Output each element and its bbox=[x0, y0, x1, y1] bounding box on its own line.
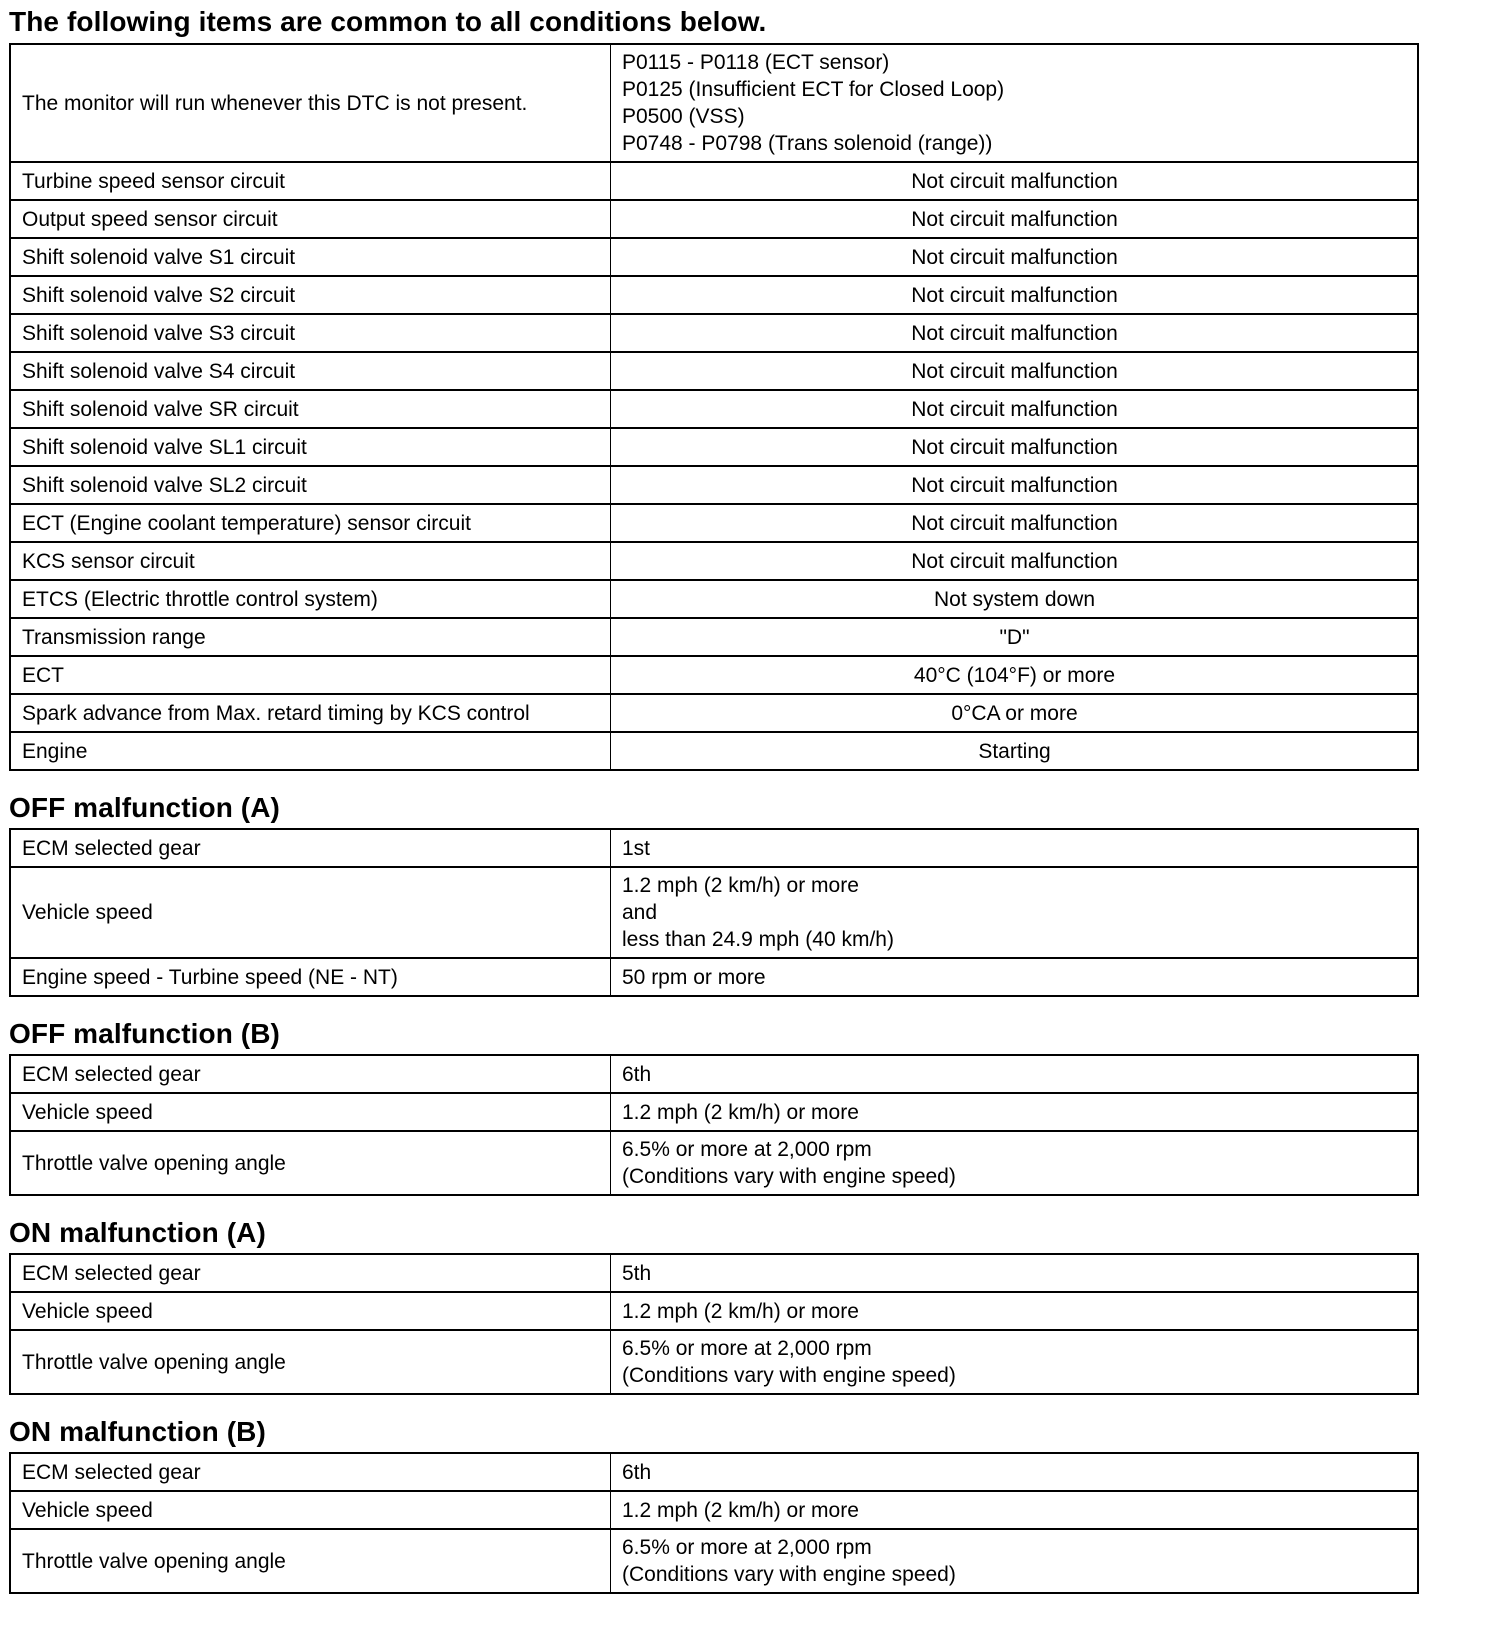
condition-label: Shift solenoid valve S4 circuit bbox=[10, 352, 611, 390]
dtc-line: P0748 - P0798 (Trans solenoid (range)) bbox=[622, 132, 993, 155]
condition-value: "D" bbox=[611, 618, 1419, 656]
condition-label: The monitor will run whenever this DTC is not present. bbox=[10, 44, 611, 162]
table-row bbox=[10, 1529, 1418, 1593]
condition-label: Shift solenoid valve S1 circuit bbox=[10, 238, 611, 276]
table-row bbox=[10, 1093, 1418, 1131]
table-row bbox=[10, 580, 1418, 618]
value-line: (Conditions vary with engine speed) bbox=[622, 1563, 956, 1586]
condition-value bbox=[611, 867, 1419, 958]
condition-value bbox=[611, 1529, 1419, 1593]
condition-value: 40°C (104°F) or more bbox=[611, 656, 1419, 694]
table-row bbox=[10, 829, 1418, 867]
condition-value: 1.2 mph (2 km/h) or more bbox=[611, 1093, 1419, 1131]
table-row bbox=[10, 504, 1418, 542]
condition-value: 50 rpm or more bbox=[611, 958, 1419, 996]
condition-value: 1.2 mph (2 km/h) or more bbox=[611, 1491, 1419, 1529]
value-line: less than 24.9 mph (40 km/h) bbox=[622, 928, 894, 951]
condition-label: ETCS (Electric throttle control system) bbox=[10, 580, 611, 618]
table-row bbox=[10, 1491, 1418, 1529]
table-row bbox=[10, 428, 1418, 466]
condition-label: Vehicle speed bbox=[10, 1491, 611, 1529]
value-line: (Conditions vary with engine speed) bbox=[622, 1364, 956, 1387]
table-row bbox=[10, 162, 1418, 200]
condition-value: Starting bbox=[611, 732, 1419, 770]
condition-label: Shift solenoid valve S3 circuit bbox=[10, 314, 611, 352]
table-row bbox=[10, 867, 1418, 958]
condition-value: Not circuit malfunction bbox=[611, 466, 1419, 504]
condition-label: Throttle valve opening angle bbox=[10, 1529, 611, 1593]
table-row bbox=[10, 44, 1418, 162]
dtc-line: P0115 - P0118 (ECT sensor) bbox=[622, 51, 890, 74]
condition-value: Not circuit malfunction bbox=[611, 200, 1419, 238]
off-malfunction-a-heading: OFF malfunction (A) bbox=[9, 792, 280, 823]
condition-value: Not circuit malfunction bbox=[611, 352, 1419, 390]
condition-value: 1st bbox=[611, 829, 1419, 867]
table-row bbox=[10, 314, 1418, 352]
condition-label: Spark advance from Max. retard timing by KCS control bbox=[10, 694, 611, 732]
table-row bbox=[10, 200, 1418, 238]
table-row bbox=[10, 1254, 1418, 1292]
dtc-line: P0125 (Insufficient ECT for Closed Loop) bbox=[622, 78, 1005, 101]
condition-label: Vehicle speed bbox=[10, 1093, 611, 1131]
condition-value: 6th bbox=[611, 1055, 1419, 1093]
condition-label: ECM selected gear bbox=[10, 829, 611, 867]
on-malfunction-b-heading: ON malfunction (B) bbox=[9, 1416, 266, 1447]
table-row bbox=[10, 238, 1418, 276]
document-page bbox=[9, 0, 1419, 1594]
on-malfunction-a-table bbox=[9, 1253, 1419, 1395]
value-line: (Conditions vary with engine speed) bbox=[622, 1165, 956, 1188]
common-conditions-heading: The following items are common to all conditions below. bbox=[9, 6, 767, 37]
value-line: 1.2 mph (2 km/h) or more bbox=[622, 874, 859, 897]
condition-label: ECT bbox=[10, 656, 611, 694]
condition-value: Not circuit malfunction bbox=[611, 428, 1419, 466]
condition-value bbox=[611, 1330, 1419, 1394]
off-malfunction-b-table bbox=[9, 1054, 1419, 1196]
table-row bbox=[10, 618, 1418, 656]
condition-label: KCS sensor circuit bbox=[10, 542, 611, 580]
off-malfunction-a-table bbox=[9, 828, 1419, 997]
condition-label: Throttle valve opening angle bbox=[10, 1131, 611, 1195]
table-row bbox=[10, 390, 1418, 428]
condition-label: Engine speed - Turbine speed (NE - NT) bbox=[10, 958, 611, 996]
table-row bbox=[10, 1330, 1418, 1394]
condition-label: Vehicle speed bbox=[10, 1292, 611, 1330]
condition-value: Not circuit malfunction bbox=[611, 390, 1419, 428]
table-row bbox=[10, 694, 1418, 732]
table-row bbox=[10, 958, 1418, 996]
condition-value: Not circuit malfunction bbox=[611, 504, 1419, 542]
table-row bbox=[10, 1292, 1418, 1330]
condition-label: ECM selected gear bbox=[10, 1453, 611, 1491]
on-malfunction-b-table bbox=[9, 1452, 1419, 1594]
condition-label: Transmission range bbox=[10, 618, 611, 656]
condition-value: 1.2 mph (2 km/h) or more bbox=[611, 1292, 1419, 1330]
condition-label: Engine bbox=[10, 732, 611, 770]
table-row bbox=[10, 466, 1418, 504]
condition-value: Not circuit malfunction bbox=[611, 542, 1419, 580]
dtc-line: P0500 (VSS) bbox=[622, 105, 745, 128]
value-line: and bbox=[622, 901, 658, 924]
value-line: 6.5% or more at 2,000 rpm bbox=[622, 1337, 872, 1360]
table-row bbox=[10, 732, 1418, 770]
table-row bbox=[10, 656, 1418, 694]
value-line: 6.5% or more at 2,000 rpm bbox=[622, 1536, 872, 1559]
condition-label: ECM selected gear bbox=[10, 1055, 611, 1093]
value-line: 6.5% or more at 2,000 rpm bbox=[622, 1138, 872, 1161]
condition-value: 5th bbox=[611, 1254, 1419, 1292]
table-row bbox=[10, 1055, 1418, 1093]
on-malfunction-a-heading: ON malfunction (A) bbox=[9, 1217, 266, 1248]
condition-label: Shift solenoid valve SR circuit bbox=[10, 390, 611, 428]
condition-value: 6th bbox=[611, 1453, 1419, 1491]
condition-value: Not circuit malfunction bbox=[611, 238, 1419, 276]
table-row bbox=[10, 1131, 1418, 1195]
condition-label: ECM selected gear bbox=[10, 1254, 611, 1292]
condition-value: 0°CA or more bbox=[611, 694, 1419, 732]
table-row bbox=[10, 276, 1418, 314]
table-row bbox=[10, 542, 1418, 580]
off-malfunction-b-heading: OFF malfunction (B) bbox=[9, 1018, 280, 1049]
condition-label: Throttle valve opening angle bbox=[10, 1330, 611, 1394]
condition-label: Turbine speed sensor circuit bbox=[10, 162, 611, 200]
common-conditions-table bbox=[9, 43, 1419, 771]
condition-value: Not circuit malfunction bbox=[611, 276, 1419, 314]
condition-value: Not circuit malfunction bbox=[611, 314, 1419, 352]
condition-label: Output speed sensor circuit bbox=[10, 200, 611, 238]
condition-value: Not circuit malfunction bbox=[611, 162, 1419, 200]
table-row bbox=[10, 352, 1418, 390]
condition-label: Shift solenoid valve SL2 circuit bbox=[10, 466, 611, 504]
condition-label: Vehicle speed bbox=[10, 867, 611, 958]
condition-value: Not system down bbox=[611, 580, 1419, 618]
condition-label: Shift solenoid valve S2 circuit bbox=[10, 276, 611, 314]
condition-label: ECT (Engine coolant temperature) sensor circuit bbox=[10, 504, 611, 542]
table-row bbox=[10, 1453, 1418, 1491]
condition-label: Shift solenoid valve SL1 circuit bbox=[10, 428, 611, 466]
condition-value bbox=[611, 44, 1419, 162]
condition-value bbox=[611, 1131, 1419, 1195]
